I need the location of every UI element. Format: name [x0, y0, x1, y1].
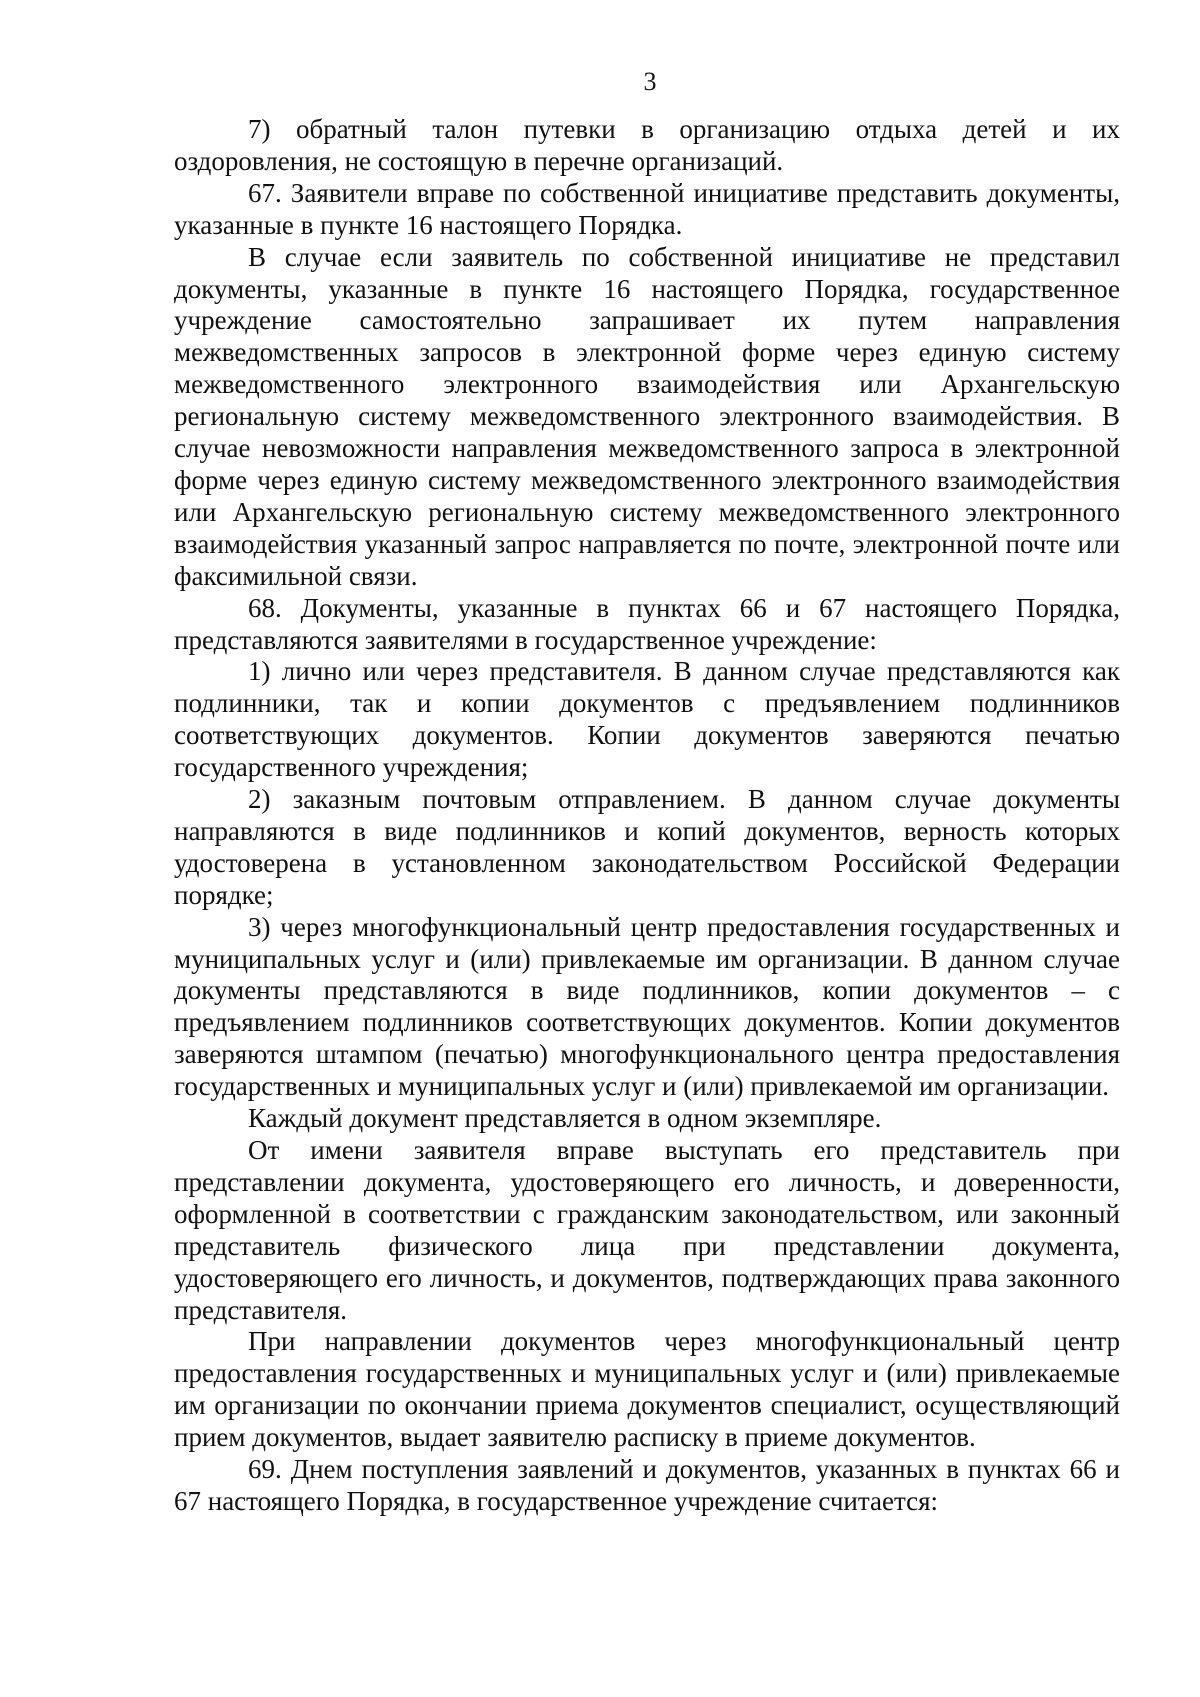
paragraph-68: 68. Документы, указанные в пунктах 66 и 67 настоящего Порядка, представляются заявителями в государственное учреждение: [174, 592, 1120, 655]
paragraph-67-interagency-requests: В случае если заявитель по собственной инициативе не представил документы, указанные в пункте 16 настоящего Порядка, государственное учреждение самостоятельно запрашивает их путем направления межведомственных запросов в электронной форме через единую систему межведомственного электронного взаимодействия или Архангельскую региональную систему межведомственного электронного взаимодействия. В случае невозможности направления межведомственного запроса в электронной форме через единую систему межведомственного электронного взаимодействия или Архангельскую региональную систему межведомственного электронного взаимодействия указанный запрос направляется по почте, электронной почте или факсимильной связи. [174, 241, 1120, 591]
paragraph-68-item-2: 2) заказным почтовым отправлением. В данном случае документы направляются в виде подлинников и копий документов, верность которых удостоверена в установленном законодательством Российской Федерации порядке; [174, 784, 1120, 910]
paragraph-receipt: При направлении документов через многофункциональный центр предоставления государственных и муниципальных услуг и (или) привлекаемые им организации по окончании приема документов специалист, осуществляющий прием документов, выдает заявителю расписку в приеме документов. [174, 1326, 1120, 1453]
paragraph-68-item-1: 1) лично или через представителя. В данном случае представляются как подлинники, так и копии документов с предъявлением подлинников соответствующих документов. Копии документов заверяются печатью государственного учреждения; [174, 656, 1120, 783]
paragraph-69: 69. Днем поступления заявлений и документов, указанных в пунктах 66 и 67 настоящего Порядка, в государственное учреждение считается: [174, 1454, 1120, 1516]
paragraph-item-7: 7) обратный талон путевки в организацию отдыха детей и их оздоровления, не состоящую в перечне организаций. [174, 114, 1120, 176]
paragraph-67: 67. Заявители вправе по собственной инициативе представить документы, указанные в пункте 16 настоящего Порядка. [174, 177, 1120, 240]
document-body [174, 114, 1120, 1518]
paragraph-68-item-3: 3) через многофункциональный центр предоставления государственных и муниципальных услуг и (или) привлекаемые им организации. В данном случае документы представляются в виде подлинников, копии документов – с предъявлением подлинников соответствующих документов. Копии документов заверяются штампом (печатью) многофункционального центра предоставления государственных и муниципальных услуг и (или) привлекаемой им организации. [174, 911, 1120, 1102]
paragraph-single-copy: Каждый документ представляется в одном экземпляре. [248, 1103, 882, 1134]
page-number: 3 [643, 67, 657, 96]
paragraph-representative: От имени заявителя вправе выступать его представитель при представлении документа, удостоверяющего его личность, и доверенности, оформленной в соответствии с гражданским законодательством, или законный представитель физического лица при представлении документа, удостоверяющего его личность, и документов, подтверждающих права законного представителя. [174, 1135, 1120, 1325]
